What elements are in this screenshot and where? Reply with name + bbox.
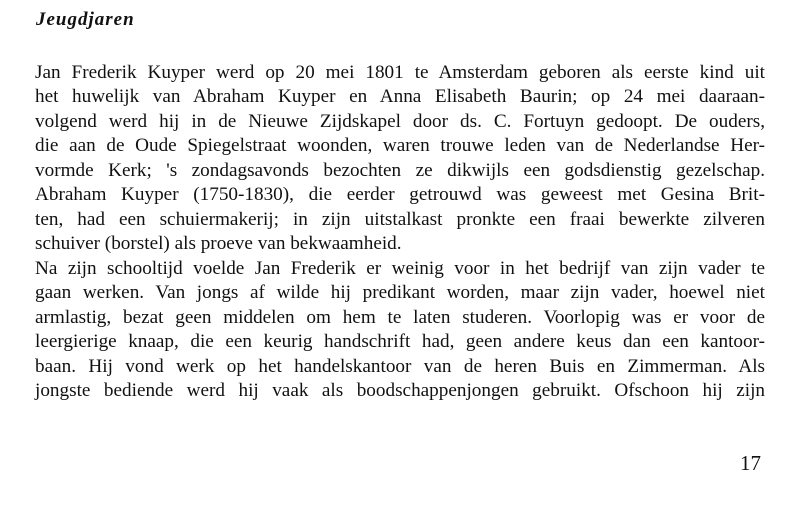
text-line: leergierige knaap, die een keurig handschrift had, geen andere keus dan een kantoor- xyxy=(35,331,765,352)
text-line: schuiver (borstel) als proeve van bekwaamheid. xyxy=(35,233,402,254)
text-line: baan. Hij vond werk op het handelskantoor van de heren Buis en Zimmerman. Als xyxy=(35,356,765,377)
text-line: jongste bediende werd hij vaak als boodschappenjongen gebruikt. Ofschoon hij zijn xyxy=(35,380,765,401)
text-line: Abraham Kuyper (1750-1830), die eerder getrouwd was geweest met Gesina Brit- xyxy=(35,184,765,205)
text-line: gaan werken. Van jongs af wilde hij predikant worden, maar zijn vader, hoewel niet xyxy=(35,282,765,303)
text-line: die aan de Oude Spiegelstraat woonden, waren trouwe leden van de Nederlandse Her- xyxy=(35,135,765,156)
text-line: Na zijn schooltijd voelde Jan Frederik er weinig voor in het bedrijf van zijn vader te xyxy=(35,258,765,279)
text-line: ten, had een schuiermakerij; in zijn uitstalkast pronkte een fraai bewerkte zilveren xyxy=(35,209,765,230)
text-line: Jan Frederik Kuyper werd op 20 mei 1801 te Amsterdam geboren als eerste kind uit xyxy=(35,62,765,83)
section-heading: Jeugdjaren xyxy=(36,9,135,30)
text-line: het huwelijk van Abraham Kuyper en Anna Elisabeth Baurin; op 24 mei daaraan- xyxy=(35,86,765,107)
text-line: volgend werd hij in de Nieuwe Zijdskapel door ds. C. Fortuyn gedoopt. De ouders, xyxy=(35,111,765,132)
page-number: 17 xyxy=(740,451,761,475)
text-line: vormde Kerk; 's zondagsavonds bezochten ze dikwijls een godsdienstig gezelschap. xyxy=(35,160,765,181)
text-line: armlastig, bezat geen middelen om hem te laten studeren. Voorlopig was er voor de xyxy=(35,307,765,328)
